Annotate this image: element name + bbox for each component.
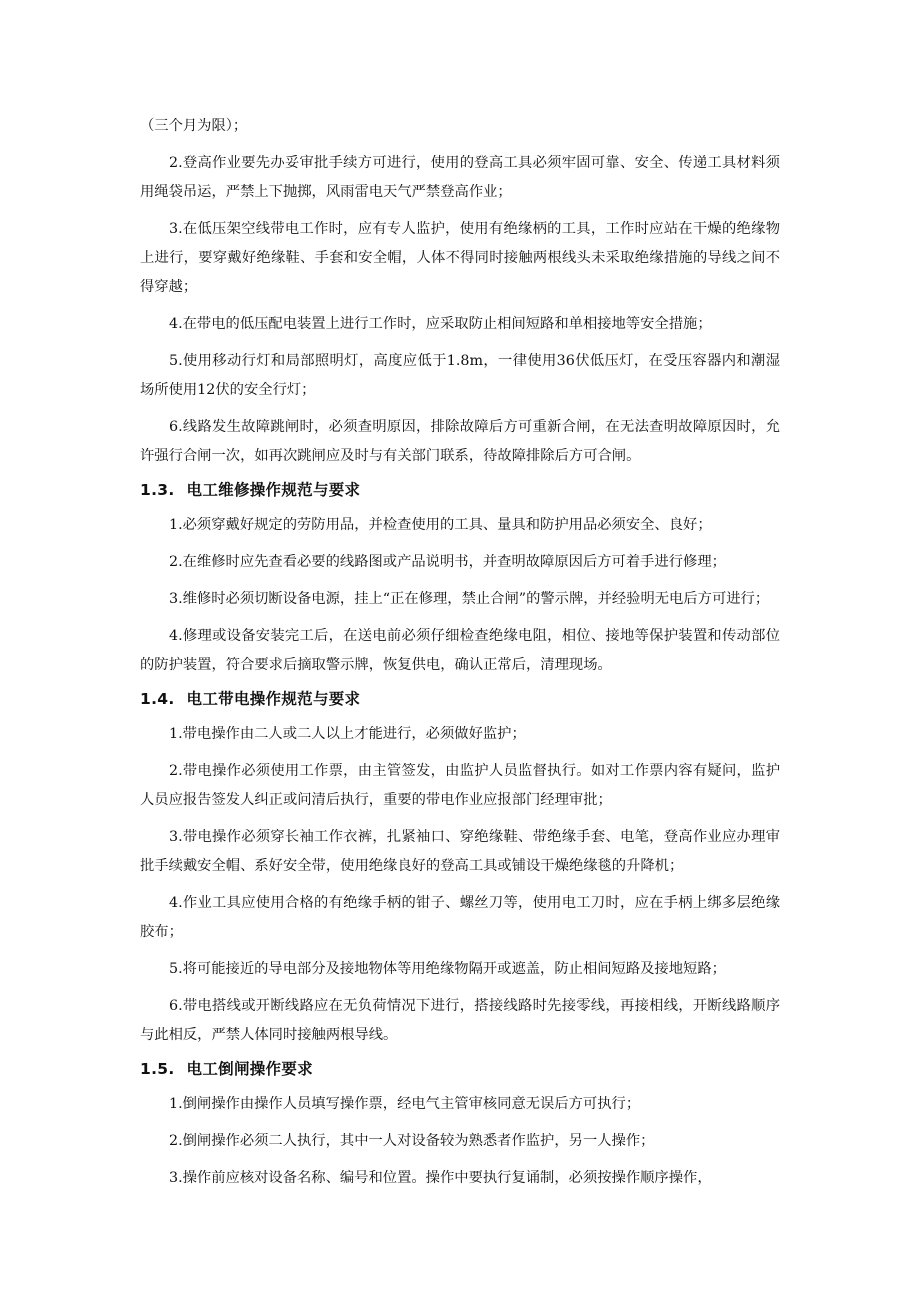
paragraph: 1.倒闸操作由操作人员填写操作票，经电气主管审核同意无误后方可执行； xyxy=(169,1096,641,1112)
section-heading-1-5 xyxy=(140,1054,780,1084)
section-heading-1-4 xyxy=(140,684,780,714)
paragraph: 4.在带电的低压配电装置上进行工作时，应采取防止相间短路和单相接地等安全措施； xyxy=(169,316,712,332)
paragraph: 6.带电搭线或开断线路应在无负荷情况下进行，搭接线路时先接零线，再接相线，开断线路顺序与此相反，严禁人体同时接触两根导线。 xyxy=(140,998,780,1043)
document-body xyxy=(140,112,780,1193)
paragraph: 3.维修时必须切断设备电源，挂上“正在修理，禁止合闸”的警示牌，并经验明无电后方可进行； xyxy=(169,591,770,607)
paragraph: 3.在低压架空线带电工作时，应有专人监护，使用有绝缘柄的工具，工作时应站在干燥的绝缘物上进行，要穿戴好绝缘鞋、手套和安全帽，人体不得同时接触两根线头未采取绝缘措施的导线之间不得穿越； xyxy=(140,221,780,295)
paragraph: 4.修理或设备安装完工后，在送电前必须仔细检查绝缘电阻，相位、接地等保护装置和传动部位的防护装置，符合要求后摘取警示牌，恢复供电，确认正常后，清理现场。 xyxy=(140,628,780,673)
section-heading-1-3 xyxy=(140,475,780,505)
paragraph: 2.带电操作必须使用工作票，由主管签发，由监护人员监督执行。如对工作票内容有疑问，监护人员应报告签发人纠正或问清后执行，重要的带电作业应报部门经理审批； xyxy=(140,763,780,808)
paragraph: 2.登高作业要先办妥审批手续方可进行，使用的登高工具必须牢固可靠、安全、传递工具材料须用绳袋吊运，严禁上下抛掷，风雨雷电天气严禁登高作业； xyxy=(140,155,780,200)
section-title: 电工维修操作规范与要求 xyxy=(186,481,361,499)
paragraph: 2.倒闸操作必须二人执行，其中一人对设备较为熟悉者作监护，另一人操作； xyxy=(169,1133,655,1149)
section-number: 1.3. xyxy=(140,481,175,499)
section-number: 1.4. xyxy=(140,690,175,708)
paragraph: 4.作业工具应使用合格的有绝缘手柄的钳子、螺丝刀等，使用电工刀时，应在手柄上绑多层绝缘胶布； xyxy=(140,895,780,940)
continuation-text: （三个月为限）； xyxy=(140,118,248,134)
section-title: 电工倒闸操作要求 xyxy=(186,1060,313,1078)
paragraph: 2.在维修时应先查看必要的线路图或产品说明书，并查明故障原因后方可着手进行修理； xyxy=(169,554,726,570)
paragraph: 1.带电操作由二人或二人以上才能进行，必须做好监护； xyxy=(169,726,526,742)
section-title: 电工带电操作规范与要求 xyxy=(186,690,361,708)
paragraph: 5.将可能接近的导电部分及接地物体等用绝缘物隔开或遮盖，防止相间短路及接地短路； xyxy=(169,961,726,977)
paragraph: 3.操作前应核对设备名称、编号和位置。操作中要执行复诵制，必须按操作顺序操作， xyxy=(169,1170,712,1186)
paragraph: 5.使用移动行灯和局部照明灯，高度应低于1.8m，一律使用36伏低压灯，在受压容器内和潮湿场所使用12伏的安全行灯； xyxy=(140,353,780,398)
paragraph: 1.必须穿戴好规定的劳防用品，并检查使用的工具、量具和防护用品必须安全、良好； xyxy=(169,517,712,533)
section-number: 1.5. xyxy=(140,1060,175,1078)
paragraph: 6.线路发生故障跳闸时，必须查明原因，排除故障后方可重新合闸，在无法查明故障原因时，允许强行合闸一次，如再次跳闸应及时与有关部门联系，待故障排除后方可合闸。 xyxy=(140,419,780,464)
paragraph: 3.带电操作必须穿长袖工作衣裤，扎紧袖口、穿绝缘鞋、带绝缘手套、电笔，登高作业应办理审批手续戴安全帽、系好安全带，使用绝缘良好的登高工具或铺设干燥绝缘毯的升降机； xyxy=(140,829,780,874)
